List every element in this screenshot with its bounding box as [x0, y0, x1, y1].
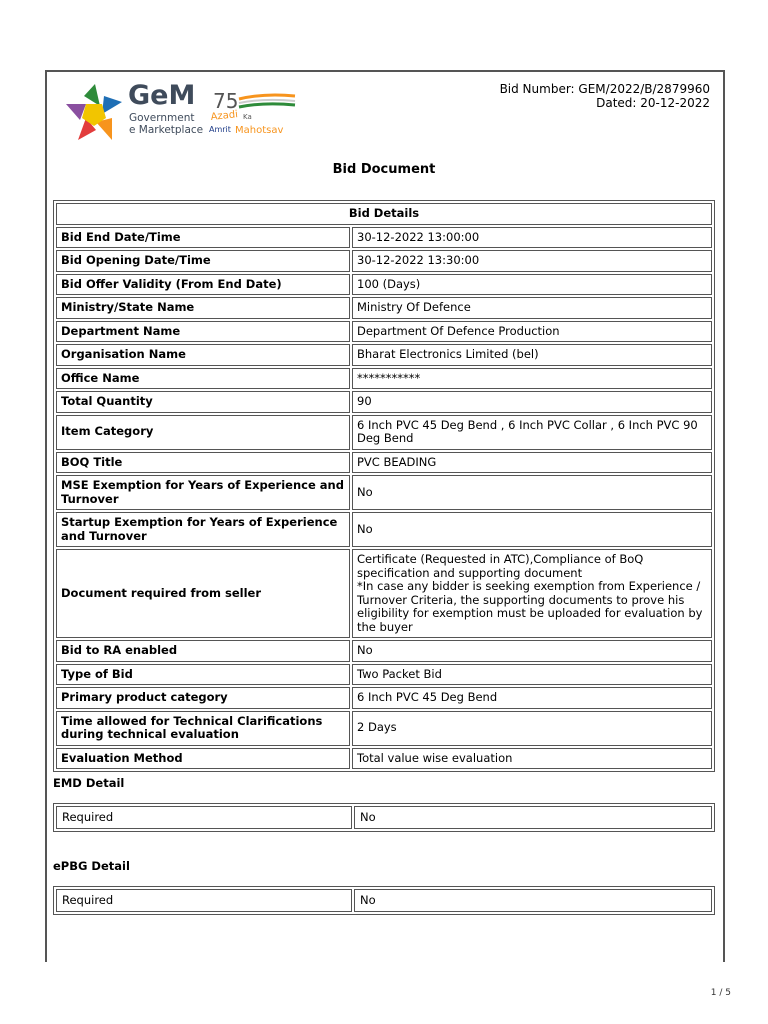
- table-row: [56, 344, 712, 366]
- row-value: ***********: [352, 368, 712, 390]
- azadi-ka-amrit-mahotsav-icon: [209, 90, 301, 136]
- table-row: [56, 415, 712, 450]
- gem-logo: [64, 82, 204, 144]
- row-value: No: [352, 640, 712, 662]
- row-key: MSE Exemption for Years of Experience and Turnover: [56, 475, 350, 510]
- table-row: [56, 640, 712, 662]
- svg-text:Azadi: Azadi: [210, 109, 239, 123]
- table-row: [56, 368, 712, 390]
- row-key: Time allowed for Technical Clarifications during technical evaluation: [56, 711, 350, 746]
- bid-number: Bid Number: GEM/2022/B/2879960: [499, 82, 710, 96]
- row-value: Two Packet Bid: [352, 664, 712, 686]
- table-row: [56, 475, 712, 510]
- row-key: Primary product category: [56, 687, 350, 709]
- table-row: [56, 274, 712, 296]
- bid-date: Dated: 20-12-2022: [596, 96, 710, 110]
- emd-required-value: No: [354, 806, 712, 829]
- row-key: BOQ Title: [56, 452, 350, 474]
- row-value: 90: [352, 391, 712, 413]
- row-key: Document required from seller: [56, 549, 350, 638]
- svg-text:Amrit: Amrit: [209, 125, 231, 134]
- document-required-line2: *In case any bidder is seeking exemption from Experience / Turnover Criteria, the supporting documents to prove his eligibility for exemption must be uploaded for evaluation by the buyer: [357, 579, 703, 634]
- row-value: Ministry Of Defence: [352, 297, 712, 319]
- svg-text:75: 75: [213, 90, 239, 113]
- emd-required-key: Required: [56, 806, 352, 829]
- gem-logo-word: GeM: [128, 80, 196, 111]
- row-key: Item Category: [56, 415, 350, 450]
- row-key: Bid Opening Date/Time: [56, 250, 350, 272]
- table-row: [56, 664, 712, 686]
- emd-detail-title: EMD Detail: [53, 776, 125, 790]
- azadi-logo: [209, 90, 301, 136]
- table-row: [56, 711, 712, 746]
- row-key: Bid Offer Validity (From End Date): [56, 274, 350, 296]
- row-value: 30-12-2022 13:30:00: [352, 250, 712, 272]
- table-row: [56, 748, 712, 770]
- bid-details-heading: Bid Details: [56, 203, 712, 225]
- document-required-line1: Certificate (Requested in ATC),Compliance of BoQ specification and supporting document: [357, 552, 644, 580]
- row-value: Bharat Electronics Limited (bel): [352, 344, 712, 366]
- bid-details-table: [53, 200, 715, 772]
- table-row: [56, 512, 712, 547]
- row-key: Startup Exemption for Years of Experience and Turnover: [56, 512, 350, 547]
- gem-star-icon: [64, 82, 126, 144]
- epbg-detail-title: ePBG Detail: [53, 859, 130, 873]
- table-row: [56, 321, 712, 343]
- emd-detail-table: [53, 803, 715, 832]
- row-value: 30-12-2022 13:00:00: [352, 227, 712, 249]
- epbg-required-value: No: [354, 889, 712, 912]
- row-value: Department Of Defence Production: [352, 321, 712, 343]
- table-row: [56, 250, 712, 272]
- row-value: 6 Inch PVC 45 Deg Bend: [352, 687, 712, 709]
- row-value: 2 Days: [352, 711, 712, 746]
- row-key: Office Name: [56, 368, 350, 390]
- row-value: No: [352, 512, 712, 547]
- row-value: PVC BEADING: [352, 452, 712, 474]
- row-value: [352, 549, 712, 638]
- row-key: Evaluation Method: [56, 748, 350, 770]
- row-key: Ministry/State Name: [56, 297, 350, 319]
- row-key: Bid to RA enabled: [56, 640, 350, 662]
- row-value: No: [352, 475, 712, 510]
- row-key: Type of Bid: [56, 664, 350, 686]
- row-value: 6 Inch PVC 45 Deg Bend , 6 Inch PVC Collar , 6 Inch PVC 90 Deg Bend: [352, 415, 712, 450]
- row-key: Organisation Name: [56, 344, 350, 366]
- table-row: [56, 687, 712, 709]
- table-row: [56, 227, 712, 249]
- row-value: Total value wise evaluation: [352, 748, 712, 770]
- svg-text:Mahotsav: Mahotsav: [235, 125, 284, 136]
- table-row: [56, 391, 712, 413]
- table-row: [56, 806, 712, 829]
- row-value: 100 (Days): [352, 274, 712, 296]
- gem-logo-line1: Government: [129, 112, 195, 124]
- table-row: [56, 549, 712, 638]
- table-row: [56, 297, 712, 319]
- page-title: Bid Document: [332, 162, 436, 177]
- epbg-required-key: Required: [56, 889, 352, 912]
- gem-logo-line2: e Marketplace: [129, 124, 204, 136]
- row-key: Total Quantity: [56, 391, 350, 413]
- svg-text:Ka: Ka: [243, 113, 252, 121]
- table-row: [56, 452, 712, 474]
- page-indicator: 1 / 5: [710, 988, 731, 998]
- row-key: Bid End Date/Time: [56, 227, 350, 249]
- bid-number-block: [500, 82, 710, 110]
- table-row: [56, 889, 712, 912]
- row-key: Department Name: [56, 321, 350, 343]
- epbg-detail-table: [53, 886, 715, 915]
- table-header-row: [56, 203, 712, 225]
